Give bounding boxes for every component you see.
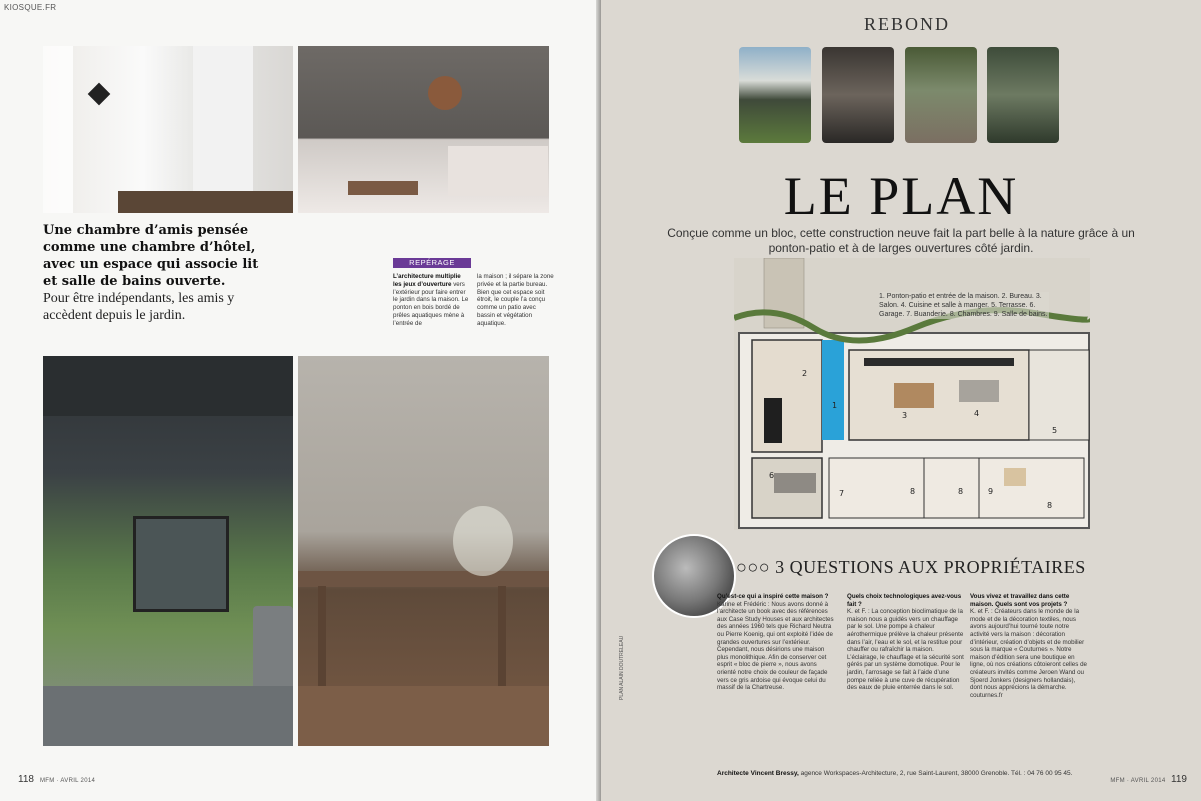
left-page-number-value: 118 <box>18 774 34 785</box>
architect-details: agence Workspaces-Architecture, 2, rue Saint-Laurent, 38000 Grenoble. Tél. : 04 76 00 95 45. <box>800 770 1073 777</box>
right-page-number-value: 119 <box>1171 774 1187 785</box>
reperage-col1-text: vers l’extérieur pour faire entrer le jardin dans la maison. Le ponton en bois bordé de prêles aquatiques mène à l’entrée de <box>393 280 469 327</box>
qa-section-title: ○○○ 3 QUESTIONS AUX PROPRIÉTAIRES <box>736 557 1086 577</box>
page-subtitle: Conçue comme un bloc, cette construction neuve fait la part belle à la nature grâce à un ponton-patio et à de larges ouvertures côté jardin. <box>667 226 1135 255</box>
section-label: REBOND <box>864 14 951 34</box>
plan-label-5: 5 <box>1052 426 1058 435</box>
thumbnail-photo <box>822 47 894 143</box>
caption-regular: Pour être indépendants, les amis y accèdent depuis le jardin. <box>43 291 235 323</box>
qa-question: Vous vivez et travaillez dans cette maison. Quels sont vos projets ? <box>970 593 1070 608</box>
caption-bold: Une chambre d’amis pensée comme une chambre d’hôtel, avec un espace qui associe lit et salle de bains ouverte. <box>43 223 259 289</box>
thumbnail-photo <box>987 47 1059 143</box>
plan-label-7: 7 <box>839 489 845 498</box>
architect-name: Architecte Vincent Bressy, <box>717 770 799 777</box>
photo-bathroom <box>43 46 293 213</box>
right-page-footer: MFM · AVRIL 2014 <box>1110 778 1166 784</box>
plan-legend: 1. Ponton-patio et entrée de la maison. 2. Bureau. 3. Salon. 4. Cuisine et salle à manger. 5. Terrasse. 6. Garage. 7. Buanderie. 8. Chambres. 9. Salle de bains. <box>879 293 1048 318</box>
plan-label-6: 6 <box>769 471 775 480</box>
plan-label-1: 1 <box>832 401 838 410</box>
left-page <box>0 0 598 801</box>
plan-label-2: 2 <box>802 369 808 378</box>
plan-label-8b: 8 <box>958 487 964 496</box>
photo-terrace <box>298 356 549 746</box>
plan-label-8c: 8 <box>1047 501 1053 510</box>
qa-column-3 <box>970 593 1088 699</box>
right-page <box>601 0 1201 801</box>
page-title: LE PLAN <box>783 166 1019 226</box>
plan-label-4: 4 <box>974 409 980 418</box>
photo-bedroom <box>298 46 549 213</box>
plan-label-8: 8 <box>910 487 916 496</box>
left-page-number <box>18 774 95 785</box>
plan-label-9: 9 <box>988 487 994 496</box>
reperage-col1 <box>393 273 471 328</box>
reperage-col1-bold: L’architecture multiplie les jeux d’ouverture <box>393 273 461 288</box>
left-page-footer: MFM · AVRIL 2014 <box>39 778 96 784</box>
plan-credit: PLAN ALAIN DOUTRELEAU <box>619 635 625 700</box>
plan-label-3: 3 <box>902 411 908 420</box>
qa-answer: K. et F. : La conception bioclimatique de la maison nous a guidés vers un chauffage par le sol. Une pompe à chaleur aérothermique prélève la chaleur présente dans l’air, l’eau et le sol, et la restitue pour chauffer ou rafraîchir la maison. L’éclairage, le chauffage et la sécurité sont gérés par un système domotique. Pour le jardin, l’arrosage se fait à l’aide d’une pompe reliée à une cuve de récupération des eaux de pluie enterrée dans le sol. <box>847 608 964 692</box>
qa-answer: K. et F. : Créateurs dans le monde de la mode et de la décoration textiles, nous avons aujourd’hui tourné toute notre activité vers la maison : décoration d’intérieur, création d’objets et de mobilier sous la marque « Couturnes ». Notre maison d’édition sera une boutique en ligne, où nos créations côtoieront celles de créateurs invités comme Jeroen Wand ou Sjoerd Jonkers (designers hollandais), dont nous apprécions la démarche. couturnes.fr <box>970 608 1087 699</box>
thumbnail-photo <box>739 47 811 143</box>
qa-column-2 <box>847 593 965 692</box>
reperage-col2: la maison ; il sépare la zone privée et la partie bureau. Bien que cet espace soit étroit, le couple l’a conçu comme un patio avec bassin et végétation aquatique. <box>477 273 554 327</box>
right-page-number <box>1104 774 1187 785</box>
qa-answer: Karine et Frédéric : Nous avons donné à l’architecte un book avec des références aux Case Study Houses et aux architectes des années 1960 tels que Richard Neutra ou Pierre Koenig, qui ont exploité l’idée de grandes ouvertures sur l’extérieur. Cependant, nous désirions une maison plus monolithique. Afin de conserver cet esprit « bloc de pierre », nous avons orienté notre choix de couleur de façade vers ce gris ardoise qui évoque celui du massif de la Chartreuse. <box>717 600 834 692</box>
qa-question: Quels choix technologiques avez-vous fait ? <box>847 593 962 608</box>
reperage-badge: REPÉRAGE <box>393 258 471 268</box>
qa-question: Qu’est-ce qui a inspiré cette maison ? <box>717 593 829 600</box>
thumbnail-photo <box>905 47 977 143</box>
watermark: KIOSQUE.FR <box>4 3 57 12</box>
photo-exterior <box>43 356 293 746</box>
architect-credit <box>717 770 1072 777</box>
qa-column-1 <box>717 593 835 692</box>
